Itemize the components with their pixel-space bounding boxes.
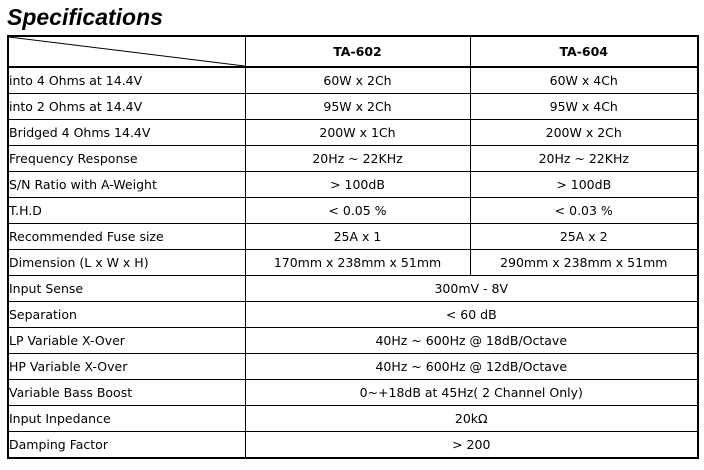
ta-604-value: 95W x 4Ch <box>470 94 698 120</box>
table-row <box>8 380 698 406</box>
shared-value: < 60 dB <box>245 302 698 328</box>
shared-value: 300mV - 8V <box>245 276 698 302</box>
shared-value: 40Hz ~ 600Hz @ 18dB/Octave <box>245 328 698 354</box>
shared-value: 40Hz ~ 600Hz @ 12dB/Octave <box>245 354 698 380</box>
ta-604-value: < 0.03 % <box>470 198 698 224</box>
table-row <box>8 172 698 198</box>
table-row <box>8 406 698 432</box>
header-row <box>8 36 698 67</box>
row-label: Frequency Response <box>8 146 245 172</box>
ta-604-value: 290mm x 238mm x 51mm <box>470 250 698 276</box>
ta-602-value: < 0.05 % <box>245 198 470 224</box>
row-label: into 4 Ohms at 14.4V <box>8 67 245 94</box>
row-label: HP Variable X-Over <box>8 354 245 380</box>
row-label: Recommended Fuse size <box>8 224 245 250</box>
table-row <box>8 328 698 354</box>
row-label: Damping Factor <box>8 432 245 459</box>
page-title: Specifications <box>7 4 163 30</box>
ta-602-value: 25A x 1 <box>245 224 470 250</box>
row-label: LP Variable X-Over <box>8 328 245 354</box>
table-row <box>8 250 698 276</box>
row-label: Input Inpedance <box>8 406 245 432</box>
row-label: Separation <box>8 302 245 328</box>
shared-value: 20kΩ <box>245 406 698 432</box>
table-row <box>8 67 698 94</box>
table-row <box>8 276 698 302</box>
shared-value: 0~+18dB at 45Hz( 2 Channel Only) <box>245 380 698 406</box>
shared-value: > 200 <box>245 432 698 459</box>
table-row <box>8 302 698 328</box>
table-row <box>8 146 698 172</box>
table-row <box>8 432 698 459</box>
specifications-table <box>7 35 699 459</box>
ta-604-value: 25A x 2 <box>470 224 698 250</box>
table-row <box>8 198 698 224</box>
table-row <box>8 120 698 146</box>
row-label: Dimension (L x W x H) <box>8 250 245 276</box>
ta-602-value: 200W x 1Ch <box>245 120 470 146</box>
table-row <box>8 224 698 250</box>
table-row <box>8 94 698 120</box>
ta-602-value: 60W x 2Ch <box>245 67 470 94</box>
ta-602-value: > 100dB <box>245 172 470 198</box>
ta-604-value: 60W x 4Ch <box>470 67 698 94</box>
row-label: into 2 Ohms at 14.4V <box>8 94 245 120</box>
table-row <box>8 354 698 380</box>
row-label: Bridged 4 Ohms 14.4V <box>8 120 245 146</box>
ta-602-value: 170mm x 238mm x 51mm <box>245 250 470 276</box>
row-label: T.H.D <box>8 198 245 224</box>
ta-602-value: 95W x 2Ch <box>245 94 470 120</box>
ta-604-value: > 100dB <box>470 172 698 198</box>
ta-604-value: 20Hz ~ 22KHz <box>470 146 698 172</box>
ta-602-value: 20Hz ~ 22KHz <box>245 146 470 172</box>
row-label: Variable Bass Boost <box>8 380 245 406</box>
row-label: Input Sense <box>8 276 245 302</box>
diagonal-divider-line <box>9 37 245 66</box>
column-header-ta-604: TA-604 <box>470 36 698 67</box>
row-label: S/N Ratio with A-Weight <box>8 172 245 198</box>
column-header-ta-602: TA-602 <box>245 36 470 67</box>
ta-604-value: 200W x 2Ch <box>470 120 698 146</box>
corner-cell <box>8 36 245 67</box>
